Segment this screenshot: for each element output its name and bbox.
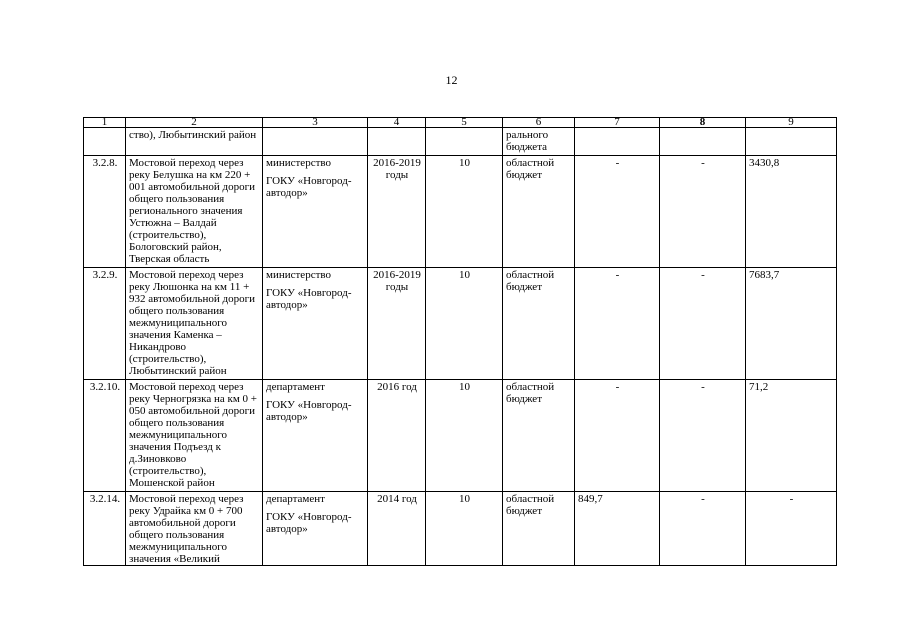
cell-period: 2016 год [368, 380, 426, 492]
cell-c9 [746, 128, 837, 156]
cell-c9: 7683,7 [746, 268, 837, 380]
cell-num: 10 [426, 380, 503, 492]
cell-executor [263, 156, 368, 268]
cell-source: областной бюджет [503, 492, 575, 566]
col-header-8: 8 [660, 118, 746, 128]
cell-name: Мостовой переход через реку Люшонка на км 11 + 932 автомобильной дороги общего пользования межмуниципального значения Каменка – Никандрово (строительство), Любытинский район [126, 268, 263, 380]
col-header-7: 7 [575, 118, 660, 128]
cell-c7: - [575, 268, 660, 380]
cell-source: областной бюджет [503, 380, 575, 492]
cell-source: рального бюджета [503, 128, 575, 156]
cell-period: 2016-2019 годы [368, 156, 426, 268]
cell-c8: - [660, 268, 746, 380]
cell-c9: - [746, 492, 837, 566]
table-row [84, 492, 837, 566]
executor-primary: департамент [266, 493, 325, 505]
executor-secondary: ГОКУ «Новгород-автодор» [266, 399, 352, 423]
col-header-6: 6 [503, 118, 575, 128]
table-row [84, 380, 837, 492]
program-table [83, 117, 837, 566]
cell-num: 10 [426, 268, 503, 380]
header-row [84, 118, 837, 128]
col-header-2: 2 [126, 118, 263, 128]
executor-primary: министерство [266, 157, 332, 169]
cell-executor [263, 128, 368, 156]
cell-source: областной бюджет [503, 156, 575, 268]
executor-secondary: ГОКУ «Новгород-автодор» [266, 175, 352, 199]
col-header-5: 5 [426, 118, 503, 128]
cell-code: 3.2.9. [84, 268, 126, 380]
col-header-9: 9 [746, 118, 837, 128]
cell-name: Мостовой переход через реку Удрайка км 0 + 700 автомобильной дороги общего пользования межмуниципального значения «Великий [126, 492, 263, 566]
cell-c8: - [660, 492, 746, 566]
cell-period [368, 128, 426, 156]
col-header-1: 1 [84, 118, 126, 128]
cell-name: ство), Любытинский район [126, 128, 263, 156]
cell-num: 10 [426, 156, 503, 268]
cell-period: 2016-2019 годы [368, 268, 426, 380]
cell-name: Мостовой переход через реку Белушка на км 220 + 001 автомобильной дороги общего пользования регионального значения Устюжна – Валдай (строительство), Бологовский район, Тверская область [126, 156, 263, 268]
cell-c8: - [660, 380, 746, 492]
executor-primary: департамент [266, 381, 325, 393]
executor-secondary: ГОКУ «Новгород-автодор» [266, 287, 352, 311]
cell-code: 3.2.10. [84, 380, 126, 492]
cell-c7: - [575, 380, 660, 492]
continuation-row [84, 128, 837, 156]
cell-executor [263, 268, 368, 380]
cell-c8: - [660, 156, 746, 268]
executor-secondary: ГОКУ «Новгород-автодор» [266, 511, 352, 535]
cell-c8 [660, 128, 746, 156]
table-row [84, 156, 837, 268]
cell-c9: 3430,8 [746, 156, 837, 268]
cell-c7 [575, 128, 660, 156]
cell-num: 10 [426, 492, 503, 566]
table-row [84, 268, 837, 380]
col-header-4: 4 [368, 118, 426, 128]
cell-c7: - [575, 156, 660, 268]
cell-period: 2014 год [368, 492, 426, 566]
cell-code [84, 128, 126, 156]
cell-code: 3.2.8. [84, 156, 126, 268]
executor-primary: министерство [266, 269, 332, 281]
cell-code: 3.2.14. [84, 492, 126, 566]
page-number: 12 [445, 73, 458, 87]
cell-c9: 71,2 [746, 380, 837, 492]
col-header-3: 3 [263, 118, 368, 128]
cell-c7: 849,7 [575, 492, 660, 566]
cell-executor [263, 380, 368, 492]
cell-executor [263, 492, 368, 566]
cell-num [426, 128, 503, 156]
cell-name: Мостовой переход через реку Черногрязка на км 0 + 050 автомобильной дороги общего пользования межмуниципального значения Подъезд к д.Зиновково (строительство), Мошенской район [126, 380, 263, 492]
cell-source: областной бюджет [503, 268, 575, 380]
